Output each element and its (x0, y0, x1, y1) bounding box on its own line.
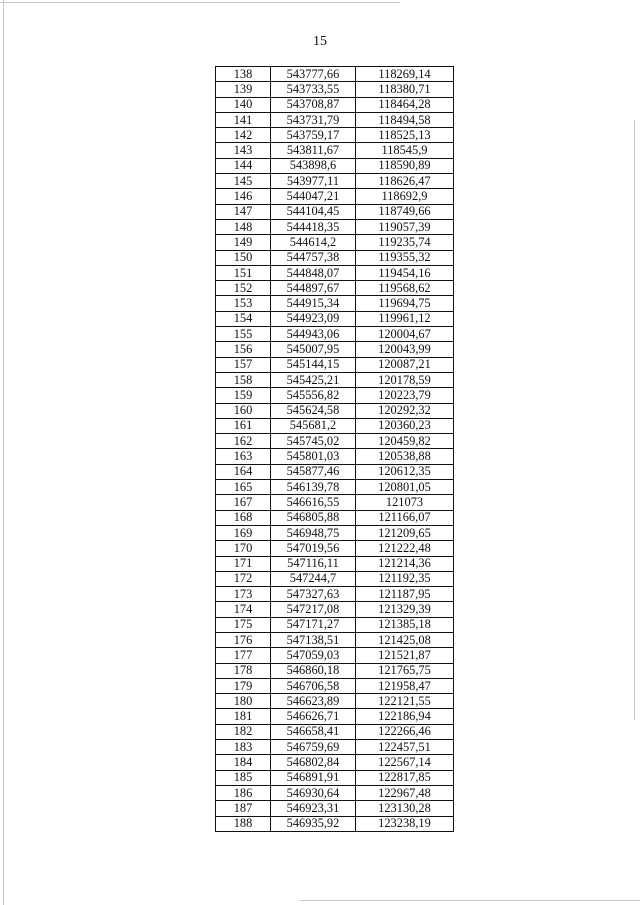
point-number-cell: 156 (216, 342, 271, 357)
table-row (216, 158, 454, 173)
x-coordinate-cell: 546923,31 (271, 801, 356, 816)
point-number-cell: 147 (216, 204, 271, 219)
y-coordinate-cell: 118464,28 (356, 97, 454, 112)
y-coordinate-cell: 122186,94 (356, 709, 454, 724)
table-row (216, 67, 454, 82)
point-number-cell: 155 (216, 327, 271, 342)
point-number-cell: 177 (216, 648, 271, 663)
point-number-cell: 173 (216, 587, 271, 602)
y-coordinate-cell: 119694,75 (356, 296, 454, 311)
table-row (216, 648, 454, 663)
table-row (216, 82, 454, 97)
table-row (216, 311, 454, 326)
y-coordinate-cell: 122266,46 (356, 724, 454, 739)
table-row (216, 403, 454, 418)
table-row (216, 235, 454, 250)
table-row (216, 388, 454, 403)
point-number-cell: 145 (216, 174, 271, 189)
point-number-cell: 157 (216, 357, 271, 372)
x-coordinate-cell: 546891,91 (271, 770, 356, 785)
y-coordinate-cell: 120360,23 (356, 418, 454, 433)
x-coordinate-cell: 543811,67 (271, 143, 356, 158)
scan-edge-bottom (300, 900, 640, 901)
point-number-cell: 138 (216, 67, 271, 82)
y-coordinate-cell: 120292,32 (356, 403, 454, 418)
point-number-cell: 188 (216, 816, 271, 831)
point-number-cell: 186 (216, 785, 271, 800)
y-coordinate-cell: 122121,55 (356, 694, 454, 709)
y-coordinate-cell: 120459,82 (356, 434, 454, 449)
table-row (216, 174, 454, 189)
x-coordinate-cell: 546623,89 (271, 694, 356, 709)
x-coordinate-cell: 546860,18 (271, 663, 356, 678)
table-row (216, 495, 454, 510)
scan-edge-top (0, 2, 400, 3)
point-number-cell: 179 (216, 678, 271, 693)
point-number-cell: 151 (216, 265, 271, 280)
point-number-cell: 167 (216, 495, 271, 510)
point-number-cell: 164 (216, 464, 271, 479)
y-coordinate-cell: 121187,95 (356, 587, 454, 602)
y-coordinate-cell: 121425,08 (356, 632, 454, 647)
point-number-cell: 181 (216, 709, 271, 724)
table-row (216, 327, 454, 342)
table-row (216, 510, 454, 525)
table-row (216, 296, 454, 311)
point-number-cell: 159 (216, 388, 271, 403)
x-coordinate-cell: 545144,15 (271, 357, 356, 372)
y-coordinate-cell: 120538,88 (356, 449, 454, 464)
point-number-cell: 150 (216, 250, 271, 265)
table-row (216, 770, 454, 785)
table-row (216, 816, 454, 831)
y-coordinate-cell: 118545,9 (356, 143, 454, 158)
table-row (216, 740, 454, 755)
y-coordinate-cell: 121214,36 (356, 556, 454, 571)
table-row (216, 571, 454, 586)
x-coordinate-cell: 543708,87 (271, 97, 356, 112)
point-number-cell: 139 (216, 82, 271, 97)
y-coordinate-cell: 121073 (356, 495, 454, 510)
point-number-cell: 169 (216, 525, 271, 540)
y-coordinate-cell: 120612,35 (356, 464, 454, 479)
y-coordinate-cell: 118494,58 (356, 112, 454, 127)
x-coordinate-cell: 546706,58 (271, 678, 356, 693)
x-coordinate-cell: 547171,27 (271, 617, 356, 632)
y-coordinate-cell: 118590,89 (356, 158, 454, 173)
x-coordinate-cell: 547116,11 (271, 556, 356, 571)
x-coordinate-cell: 546616,55 (271, 495, 356, 510)
table-row (216, 525, 454, 540)
x-coordinate-cell: 543777,66 (271, 67, 356, 82)
y-coordinate-cell: 121166,07 (356, 510, 454, 525)
x-coordinate-cell: 545556,82 (271, 388, 356, 403)
x-coordinate-cell: 545745,02 (271, 434, 356, 449)
point-number-cell: 146 (216, 189, 271, 204)
x-coordinate-cell: 547244,7 (271, 571, 356, 586)
x-coordinate-cell: 546658,41 (271, 724, 356, 739)
y-coordinate-cell: 122817,85 (356, 770, 454, 785)
point-number-cell: 153 (216, 296, 271, 311)
y-coordinate-cell: 121329,39 (356, 602, 454, 617)
table-row (216, 464, 454, 479)
x-coordinate-cell: 543731,79 (271, 112, 356, 127)
y-coordinate-cell: 118692,9 (356, 189, 454, 204)
y-coordinate-cell: 121209,65 (356, 525, 454, 540)
point-number-cell: 149 (216, 235, 271, 250)
x-coordinate-cell: 547217,08 (271, 602, 356, 617)
y-coordinate-cell: 118380,71 (356, 82, 454, 97)
table-row (216, 342, 454, 357)
point-number-cell: 175 (216, 617, 271, 632)
y-coordinate-cell: 119568,62 (356, 281, 454, 296)
table-row (216, 250, 454, 265)
point-number-cell: 176 (216, 632, 271, 647)
table-row (216, 143, 454, 158)
point-number-cell: 144 (216, 158, 271, 173)
point-number-cell: 143 (216, 143, 271, 158)
x-coordinate-cell: 544923,09 (271, 311, 356, 326)
x-coordinate-cell: 546139,78 (271, 480, 356, 495)
point-number-cell: 183 (216, 740, 271, 755)
x-coordinate-cell: 544418,35 (271, 219, 356, 234)
point-number-cell: 180 (216, 694, 271, 709)
point-number-cell: 171 (216, 556, 271, 571)
table-row (216, 449, 454, 464)
x-coordinate-cell: 545624,58 (271, 403, 356, 418)
point-number-cell: 170 (216, 541, 271, 556)
point-number-cell: 182 (216, 724, 271, 739)
y-coordinate-cell: 122457,51 (356, 740, 454, 755)
y-coordinate-cell: 120801,05 (356, 480, 454, 495)
x-coordinate-cell: 544757,38 (271, 250, 356, 265)
page-number: 15 (313, 34, 327, 49)
x-coordinate-cell: 544848,07 (271, 265, 356, 280)
table-row (216, 617, 454, 632)
x-coordinate-cell: 545681,2 (271, 418, 356, 433)
table-row (216, 418, 454, 433)
x-coordinate-cell: 546948,75 (271, 525, 356, 540)
table-row (216, 587, 454, 602)
table-row (216, 219, 454, 234)
point-number-cell: 162 (216, 434, 271, 449)
y-coordinate-cell: 119454,16 (356, 265, 454, 280)
x-coordinate-cell: 543898,6 (271, 158, 356, 173)
point-number-cell: 154 (216, 311, 271, 326)
x-coordinate-cell: 547019,56 (271, 541, 356, 556)
table-row (216, 265, 454, 280)
point-number-cell: 142 (216, 128, 271, 143)
point-number-cell: 185 (216, 770, 271, 785)
table-row (216, 372, 454, 387)
point-number-cell: 187 (216, 801, 271, 816)
y-coordinate-cell: 123130,28 (356, 801, 454, 816)
y-coordinate-cell: 118269,14 (356, 67, 454, 82)
table-row (216, 434, 454, 449)
point-number-cell: 148 (216, 219, 271, 234)
point-number-cell: 152 (216, 281, 271, 296)
table-row (216, 281, 454, 296)
x-coordinate-cell: 544047,21 (271, 189, 356, 204)
x-coordinate-cell: 546759,69 (271, 740, 356, 755)
table-row (216, 357, 454, 372)
x-coordinate-cell: 545007,95 (271, 342, 356, 357)
table-row (216, 694, 454, 709)
table-row (216, 785, 454, 800)
y-coordinate-cell: 121192,35 (356, 571, 454, 586)
x-coordinate-cell: 543977,11 (271, 174, 356, 189)
y-coordinate-cell: 119961,12 (356, 311, 454, 326)
x-coordinate-cell: 547138,51 (271, 632, 356, 647)
y-coordinate-cell: 122967,48 (356, 785, 454, 800)
y-coordinate-cell: 120223,79 (356, 388, 454, 403)
point-number-cell: 141 (216, 112, 271, 127)
table-row (216, 632, 454, 647)
point-number-cell: 168 (216, 510, 271, 525)
y-coordinate-cell: 120004,67 (356, 327, 454, 342)
y-coordinate-cell: 122567,14 (356, 755, 454, 770)
x-coordinate-cell: 546930,64 (271, 785, 356, 800)
y-coordinate-cell: 121765,75 (356, 663, 454, 678)
scan-edge-right (634, 120, 635, 720)
y-coordinate-cell: 121521,87 (356, 648, 454, 663)
y-coordinate-cell: 121385,18 (356, 617, 454, 632)
table-row (216, 724, 454, 739)
x-coordinate-cell: 543733,55 (271, 82, 356, 97)
point-number-cell: 165 (216, 480, 271, 495)
point-number-cell: 160 (216, 403, 271, 418)
table-row (216, 204, 454, 219)
y-coordinate-cell: 118525,13 (356, 128, 454, 143)
table-row (216, 602, 454, 617)
x-coordinate-cell: 545425,21 (271, 372, 356, 387)
coordinates-table (215, 66, 454, 832)
y-coordinate-cell: 120087,21 (356, 357, 454, 372)
table-row (216, 128, 454, 143)
y-coordinate-cell: 118749,66 (356, 204, 454, 219)
y-coordinate-cell: 119235,74 (356, 235, 454, 250)
point-number-cell: 158 (216, 372, 271, 387)
x-coordinate-cell: 544915,34 (271, 296, 356, 311)
x-coordinate-cell: 546802,84 (271, 755, 356, 770)
y-coordinate-cell: 121222,48 (356, 541, 454, 556)
table-row (216, 801, 454, 816)
coordinates-table-body (216, 67, 454, 832)
x-coordinate-cell: 544943,06 (271, 327, 356, 342)
point-number-cell: 140 (216, 97, 271, 112)
y-coordinate-cell: 121958,47 (356, 678, 454, 693)
x-coordinate-cell: 544897,67 (271, 281, 356, 296)
x-coordinate-cell: 544104,45 (271, 204, 356, 219)
x-coordinate-cell: 547327,63 (271, 587, 356, 602)
table-row (216, 556, 454, 571)
x-coordinate-cell: 546935,92 (271, 816, 356, 831)
table-row (216, 97, 454, 112)
point-number-cell: 172 (216, 571, 271, 586)
table-row (216, 663, 454, 678)
x-coordinate-cell: 546805,88 (271, 510, 356, 525)
y-coordinate-cell: 119057,39 (356, 219, 454, 234)
x-coordinate-cell: 544614,2 (271, 235, 356, 250)
table-row (216, 112, 454, 127)
table-row (216, 480, 454, 495)
y-coordinate-cell: 120043,99 (356, 342, 454, 357)
point-number-cell: 161 (216, 418, 271, 433)
x-coordinate-cell: 545801,03 (271, 449, 356, 464)
y-coordinate-cell: 118626,47 (356, 174, 454, 189)
point-number-cell: 163 (216, 449, 271, 464)
table-row (216, 678, 454, 693)
y-coordinate-cell: 123238,19 (356, 816, 454, 831)
point-number-cell: 178 (216, 663, 271, 678)
point-number-cell: 174 (216, 602, 271, 617)
table-row (216, 189, 454, 204)
table-row (216, 541, 454, 556)
point-number-cell: 184 (216, 755, 271, 770)
scan-edge-left (3, 0, 4, 905)
x-coordinate-cell: 543759,17 (271, 128, 356, 143)
table-row (216, 709, 454, 724)
x-coordinate-cell: 547059,03 (271, 648, 356, 663)
y-coordinate-cell: 120178,59 (356, 372, 454, 387)
table-row (216, 755, 454, 770)
x-coordinate-cell: 546626,71 (271, 709, 356, 724)
y-coordinate-cell: 119355,32 (356, 250, 454, 265)
x-coordinate-cell: 545877,46 (271, 464, 356, 479)
